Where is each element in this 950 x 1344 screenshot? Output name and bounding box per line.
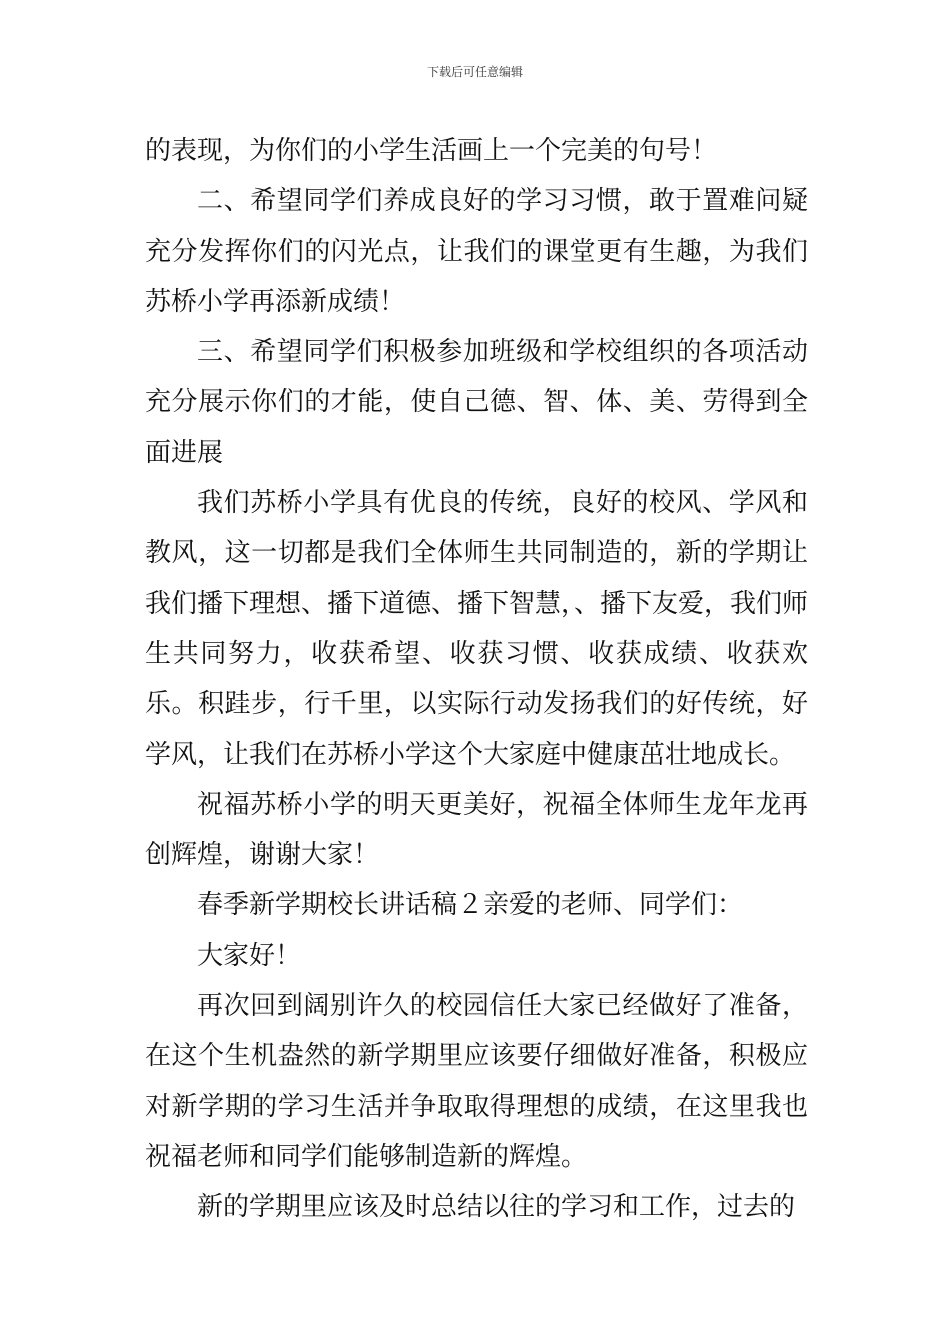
- document-body: [145, 126, 808, 1233]
- paragraph-1: 的表现，为你们的小学生活画上一个完美的句号！: [145, 136, 718, 166]
- paragraph-5: 祝福苏桥小学的明天更美好，祝福全体师生龙年龙再创辉煌，谢谢大家！: [145, 789, 808, 871]
- paragraph-7: 大家好！: [197, 940, 302, 971]
- paragraph-8: 再次回到阔别许久的校园信任大家已经做好了准备，在这个生机盎然的新学期里应该要仔细做好准备，积极应对新学期的学习生活并争取取得理想的成绩，在这里我也祝福老师和同学们能够制造新的辉煌。: [145, 991, 808, 1172]
- paragraph-6: 春季新学期校长讲话稿２亲爱的老师、同学们：: [197, 890, 744, 921]
- paragraph-2: 二、希望同学们养成良好的学习习惯，敢于置难问疑充分发挥你们的闪光点，让我们的课堂更有生趣，为我们苏桥小学再添新成绩！: [145, 186, 808, 317]
- paragraph-4: 我们苏桥小学具有优良的传统，良好的校风、学风和教风，这一切都是我们全体师生共同制造的，新的学期让我们播下理想、播下道德、播下智慧，、播下友爱，我们师生共同努力，收获希望、收获习惯、收获成绩、收获欢乐。积跬步，行千里，以实际行动发扬我们的好传统，好学风，让我们在苏桥小学这个大家庭中健康茁壮地成长。: [145, 488, 809, 770]
- paragraph-3: 三、希望同学们积极参加班级和学校组织的各项活动充分展示你们的才能，使自己德、智、体、美、劳得到全面进展: [145, 337, 808, 468]
- page-header: 下载后可任意编辑: [426, 65, 523, 79]
- paragraph-9: 新的学期里应该及时总结以往的学习和工作，过去的: [197, 1192, 796, 1223]
